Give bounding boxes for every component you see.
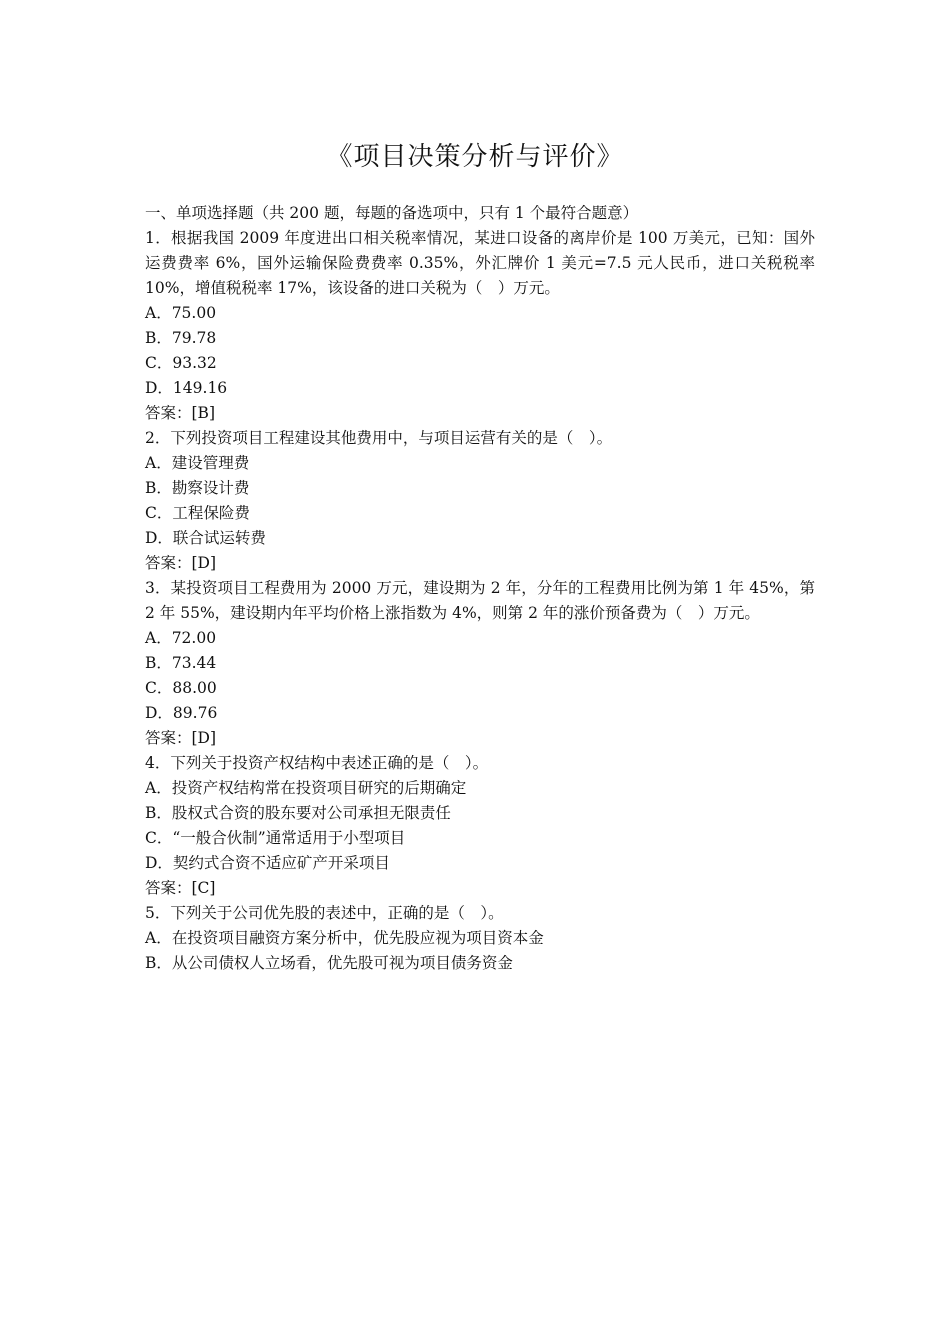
answer-text: 答案：[B] — [145, 404, 215, 422]
option-d: D．89.76 — [145, 704, 218, 722]
option-c: C．工程保险费 — [145, 504, 250, 522]
option-c: C．93.32 — [145, 354, 217, 372]
option-b: B．从公司债权人立场看，优先股可视为项目债务资金 — [145, 954, 513, 972]
question-2 — [145, 426, 815, 576]
question-3 — [145, 576, 815, 751]
question-stem: 4．下列关于投资产权结构中表述正确的是（ ）。 — [145, 754, 489, 772]
document-title: 《项目决策分析与评价》 — [326, 142, 624, 172]
option-a: A．在投资项目融资方案分析中，优先股应视为项目资本金 — [145, 929, 544, 947]
option-b: B．勘察设计费 — [145, 479, 250, 497]
question-stem: 2．下列投资项目工程建设其他费用中，与项目运营有关的是（ ）。 — [145, 429, 613, 447]
section-heading: 一、单项选择题（共 200 题，每题的备选项中，只有 1 个最符合题意） — [145, 204, 639, 222]
option-b: B．股权式合资的股东要对公司承担无限责任 — [145, 804, 451, 822]
document-body — [145, 201, 815, 976]
question-stem: 3．某投资项目工程费用为 2000 万元，建设期为 2 年，分年的工程费用比例为第 1 年 45%，第 2 年 55%，建设期内年平均价格上涨指数为 4%，则第 2 年的涨价预备费为（ ）万元。 — [145, 579, 815, 622]
question-stem: 1．根据我国 2009 年度进出口相关税率情况，某进口设备的离岸价是 100 万美元，已知：国外运费费率 6%，国外运输保险费费率 0.35%，外汇牌价 1 美元=7.5 元人民币，进口关税税率 10%，增值税税率 17%，该设备的进口关税为（ ）万元。 — [145, 229, 815, 297]
answer-text: 答案：[D] — [145, 554, 217, 572]
option-c: C．88.00 — [145, 679, 217, 697]
option-a: A．建设管理费 — [145, 454, 250, 472]
option-a: A．75.00 — [145, 304, 217, 322]
question-5 — [145, 901, 815, 976]
option-b: B．73.44 — [145, 654, 217, 672]
question-4 — [145, 751, 815, 901]
question-stem: 5．下列关于公司优先股的表述中，正确的是（ ）。 — [145, 904, 504, 922]
option-d: D．149.16 — [145, 379, 228, 397]
option-d: D．契约式合资不适应矿产开采项目 — [145, 854, 390, 872]
option-c: C．“一般合伙制”通常适用于小型项目 — [145, 829, 406, 847]
option-b: B．79.78 — [145, 329, 217, 347]
question-1 — [145, 226, 815, 426]
answer-text: 答案：[C] — [145, 879, 216, 897]
answer-text: 答案：[D] — [145, 729, 217, 747]
option-d: D．联合试运转费 — [145, 529, 266, 547]
option-a: A．72.00 — [145, 629, 217, 647]
option-a: A．投资产权结构常在投资项目研究的后期确定 — [145, 779, 467, 797]
